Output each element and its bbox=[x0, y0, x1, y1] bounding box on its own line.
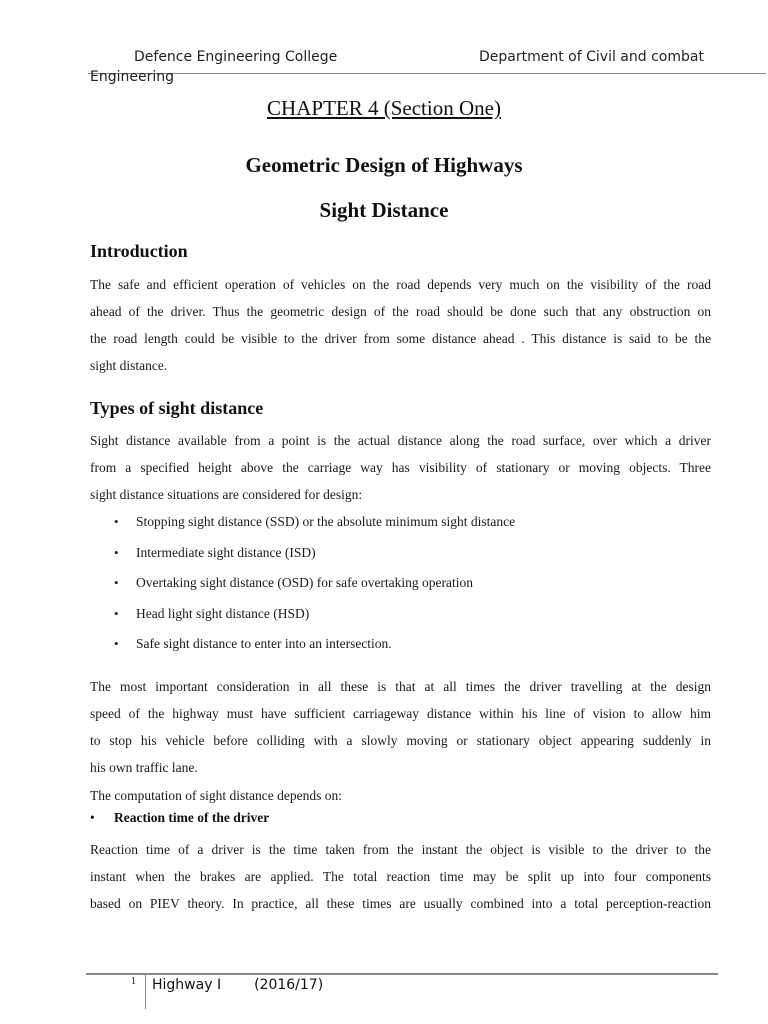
header-rule bbox=[88, 73, 766, 74]
paragraph-line: instant when the brakes are applied. The total reaction time may be split up into four components bbox=[90, 869, 711, 884]
paragraph-line: based on PIEV theory. In practice, all these times are usually combined into a total perception-reaction bbox=[90, 896, 711, 911]
paragraph-line: The most important consideration in all these is that at all times the driver travelling at the design bbox=[90, 679, 711, 694]
paragraph-line: Reaction time of a driver is the time taken from the instant the object is visible to the driver to the bbox=[90, 842, 711, 857]
bullet-icon: • bbox=[114, 605, 119, 621]
bullet-icon: • bbox=[114, 514, 119, 529]
header-department: Department of Civil and combat bbox=[479, 49, 704, 65]
footer-divider bbox=[145, 973, 146, 1009]
footer-text bbox=[152, 977, 323, 993]
paragraph-line: speed of the highway must have sufficient carriageway distance within his line of vision to allow him bbox=[90, 706, 711, 721]
types-paragraph bbox=[90, 427, 711, 508]
computation-paragraph bbox=[90, 782, 711, 809]
bullet-icon: • bbox=[114, 575, 119, 590]
list-item-text: Stopping sight distance (SSD) or the absolute minimum sight distance bbox=[136, 514, 516, 529]
list-item-text: Safe sight distance to enter into an intersection. bbox=[136, 636, 392, 651]
reaction-time-paragraph bbox=[90, 836, 711, 917]
footer-year: (2016/17) bbox=[254, 977, 324, 993]
introduction-paragraph bbox=[90, 271, 711, 379]
footer-course: Highway I bbox=[152, 977, 222, 993]
introduction-heading: Introduction bbox=[90, 241, 188, 261]
document-subtitle: Sight Distance bbox=[319, 198, 449, 222]
paragraph-line: to stop his vehicle before colliding with a slowly moving or stationary object appearing suddenly in bbox=[90, 733, 711, 748]
paragraph-line: The safe and efficient operation of vehicles on the road depends very much on the visibility of the road bbox=[90, 277, 711, 292]
list-item-text: Overtaking sight distance (OSD) for safe overtaking operation bbox=[136, 575, 474, 590]
list-item bbox=[110, 510, 515, 541]
header-department-continued: Engineering bbox=[90, 69, 174, 85]
sight-distance-types-list bbox=[110, 510, 515, 663]
list-item bbox=[110, 632, 515, 663]
list-item bbox=[110, 602, 515, 633]
paragraph-line: Sight distance available from a point is the actual distance along the road surface, over which a driver bbox=[90, 433, 711, 448]
chapter-title: CHAPTER 4 (Section One) bbox=[267, 96, 501, 120]
bullet-icon: • bbox=[90, 810, 95, 825]
paragraph-line: his own traffic lane. bbox=[90, 760, 198, 775]
document-title: Geometric Design of Highways bbox=[245, 153, 523, 177]
reaction-time-bullet bbox=[90, 810, 269, 826]
list-item bbox=[110, 571, 515, 602]
bullet-icon: • bbox=[114, 544, 119, 560]
paragraph-line: sight distance. bbox=[90, 358, 168, 373]
paragraph-line: The computation of sight distance depends on: bbox=[90, 788, 342, 803]
paragraph-line: ahead of the driver. Thus the geometric design of the road should be done such that any obstruction on bbox=[90, 304, 711, 319]
types-heading: Types of sight distance bbox=[90, 398, 264, 418]
footer-rule bbox=[86, 973, 718, 975]
reaction-time-heading: Reaction time of the driver bbox=[114, 810, 270, 825]
paragraph-line: sight distance situations are considered for design: bbox=[90, 487, 363, 502]
paragraph-line: from a specified height above the carriage way has visibility of stationary or moving objects. Three bbox=[90, 460, 711, 475]
list-item-text: Intermediate sight distance (ISD) bbox=[136, 544, 316, 560]
page-number: 1 bbox=[131, 976, 136, 987]
list-item-text: Head light sight distance (HSD) bbox=[136, 605, 310, 621]
header-college: Defence Engineering College bbox=[134, 49, 338, 65]
bullet-icon: • bbox=[114, 636, 119, 651]
paragraph-line: the road length could be visible to the driver from some distance ahead . This distance is said to be the bbox=[90, 331, 711, 346]
list-item bbox=[110, 541, 515, 572]
consideration-paragraph bbox=[90, 673, 711, 781]
